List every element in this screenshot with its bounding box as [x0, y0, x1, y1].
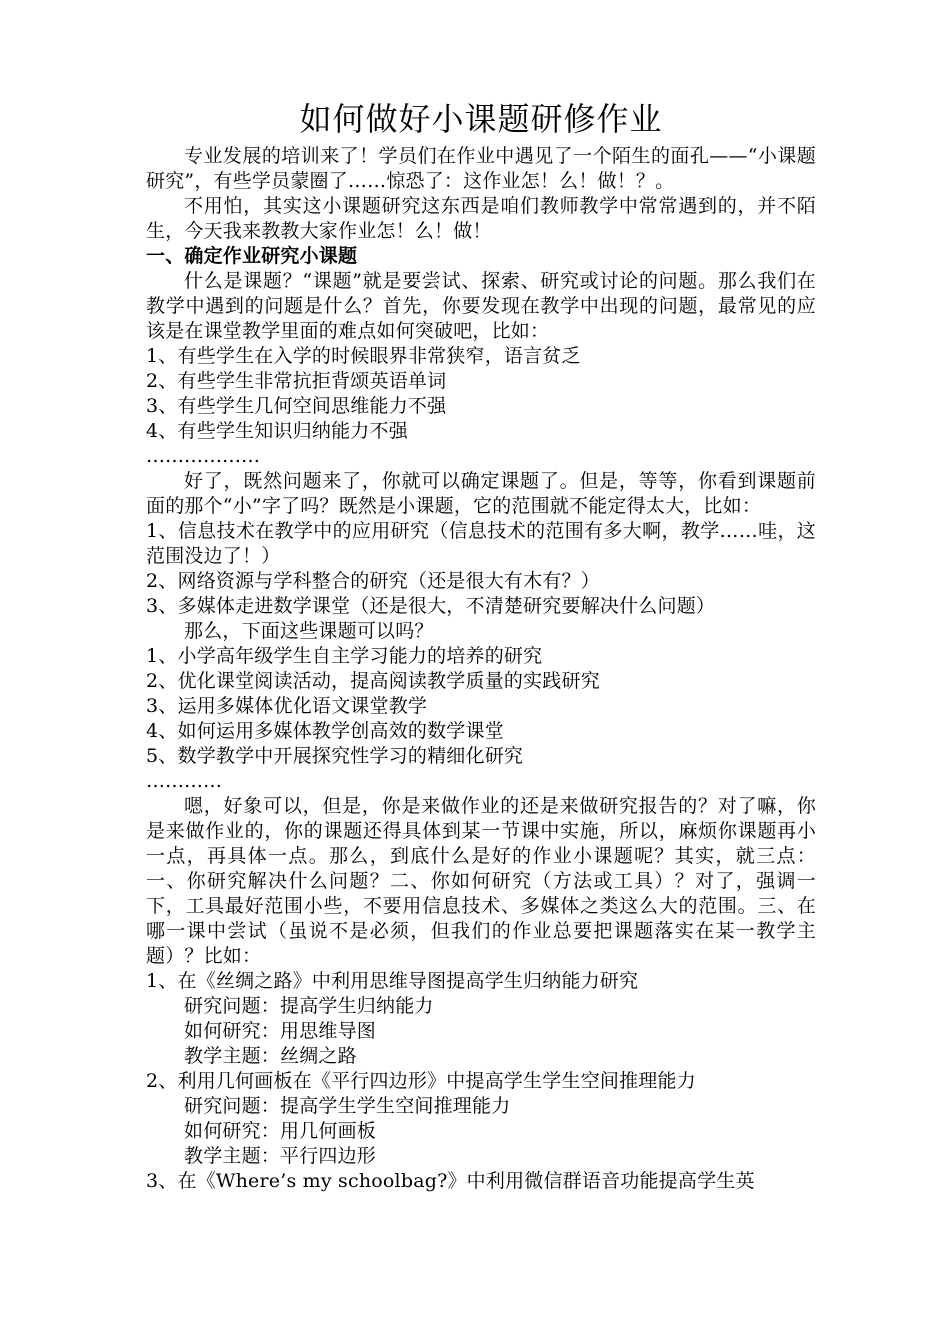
intro-paragraph-2: 不用怕，其实这小课题研究这东西是咱们教师教学中常常遇到的，并不陌生，今天我来教教大家作业怎！么！做！	[146, 195, 816, 242]
section-paragraph-2: 好了，既然问题来了，你就可以确定课题了。但是，等等，你看到课题前面的那个“小”字了吗？既然是小课题，它的范围就不能定得太大，比如：	[146, 470, 816, 517]
example-method: 如何研究：用几何画板	[184, 1120, 377, 1142]
intro-paragraph-1: 专业发展的培训来了！学员们在作业中遇见了一个陌生的面孔——“小课题研究”，有些学员蒙圈了……惊恐了：这作业怎！么！做！？。	[146, 145, 816, 192]
example-title: 2、利用几何画板在《平行四边形》中提高学生学生空间推理能力	[146, 1070, 696, 1092]
list-item: 3、运用多媒体优化语文课堂教学	[146, 695, 428, 717]
section-paragraph-4: 嗯，好象可以，但是，你是来做作业的还是来做研究报告的？对了嘛，你是来做作业的，你的课题还得具体到某一节课中实施，所以，麻烦你课题再小一点，再具体一点。那么，到底什么是好的作业小课题呢？其实，就三点：一、你研究解决什么问题？二、你如何研究（方法或工具）？对了，强调一下，工具最好范围小些，不要用信息技术、多媒体之类这么大的范围。三、在哪一课中尝试（虽说不是必须，但我们的作业总要把课题落实在某一教学主题）？比如：	[146, 795, 816, 967]
ellipsis-line: …………	[146, 770, 222, 792]
list-item: 2、优化课堂阅读活动，提高阅读教学质量的实践研究	[146, 670, 600, 692]
list-item: 2、网络资源与学科整合的研究（还是很大有木有？）	[146, 570, 600, 592]
list-item: 1、信息技术在教学中的应用研究（信息技术的范围有多大啊，教学……哇，这范围没边了！）	[146, 520, 816, 567]
example-method: 如何研究：用思维导图	[184, 1020, 377, 1042]
list-item: 3、多媒体走进数学课堂（还是很大，不清楚研究要解决什么问题）	[146, 595, 716, 617]
example-title: 1、在《丝绸之路》中利用思维导图提高学生归纳能力研究	[146, 970, 639, 992]
section-heading: 一、确定作业研究小课题	[146, 245, 358, 267]
example-problem: 研究问题：提高学生归纳能力	[184, 995, 434, 1017]
page-title: 如何做好小课题研修作业	[299, 100, 663, 138]
list-item: 3、有些学生几何空间思维能力不强	[146, 395, 447, 417]
list-item: 1、小学高年级学生自主学习能力的培养的研究	[146, 645, 543, 667]
ellipsis-line: ………………	[146, 445, 260, 467]
list-item: 4、有些学生知识归纳能力不强	[146, 420, 408, 442]
list-item: 2、有些学生非常抗拒背颂英语单词	[146, 370, 447, 392]
section-paragraph-3: 那么，下面这些课题可以吗？	[184, 620, 434, 642]
list-item: 5、数学教学中开展探究性学习的精细化研究	[146, 745, 524, 767]
list-item: 4、如何运用多媒体教学创高效的数学课堂	[146, 720, 504, 742]
list-item: 1、有些学生在入学的时候眼界非常狭窄，语言贫乏	[146, 345, 581, 367]
document-body	[146, 96, 816, 1194]
example-title: 3、在《Where’s my schoolbag?》中利用微信群语音功能提高学生英	[146, 1170, 755, 1192]
example-theme: 教学主题：平行四边形	[184, 1145, 377, 1167]
example-problem: 研究问题：提高学生学生空间推理能力	[184, 1095, 511, 1117]
example-theme: 教学主题：丝绸之路	[184, 1045, 357, 1067]
section-paragraph-1: 什么是课题？“课题”就是要尝试、探索、研究或讨论的问题。那么我们在教学中遇到的问题是什么？首先，你要发现在教学中出现的问题，最常见的应该是在课堂教学里面的难点如何突破吧，比如：	[146, 270, 816, 342]
